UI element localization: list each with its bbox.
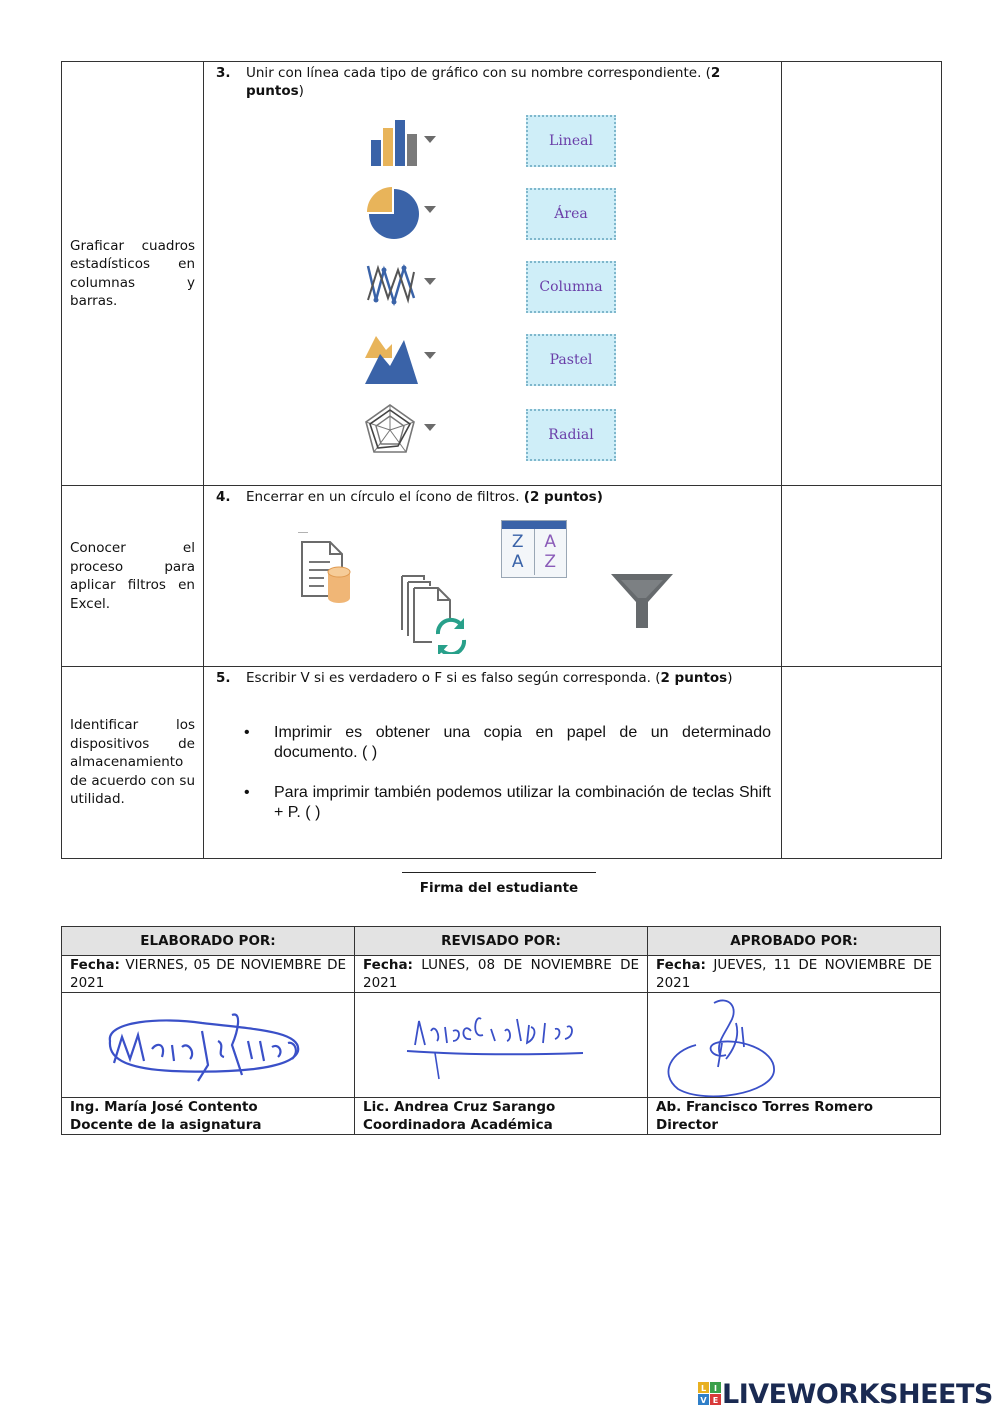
objective-cell: [62, 667, 204, 859]
question-number: 4.: [216, 489, 231, 505]
date-value: JUEVES, 11 DE NOVIEMBRE DE 2021: [656, 957, 932, 991]
approver-cell: [648, 1098, 941, 1135]
question-row-3: [62, 62, 942, 486]
approval-date: [648, 956, 941, 993]
question-heading: [204, 667, 781, 687]
sort-header-bar: [502, 521, 566, 529]
radar-chart-icon[interactable]: [362, 402, 442, 458]
date-label: Fecha:: [656, 957, 706, 973]
date-value: VIERNES, 05 DE NOVIEMBRE DE 2021: [70, 957, 346, 991]
approval-table: [61, 926, 941, 1135]
approval-name-row: [62, 1098, 941, 1135]
statement-item[interactable]: • Para imprimir también podemos utilizar la combinación de teclas Shift + P. ( ): [244, 783, 771, 823]
question-points: 2 puntos: [660, 670, 728, 686]
approver-cell: [62, 1098, 355, 1135]
date-label: Fecha:: [70, 957, 120, 973]
handwritten-signature-1: [102, 1001, 312, 1087]
column-chart-icon[interactable]: [362, 114, 442, 170]
statement-item[interactable]: • Imprimir es obtener una copia en papel de un determinado documento. ( ): [244, 723, 771, 763]
score-cell: [782, 62, 942, 486]
sort-letter: A: [544, 532, 557, 552]
approval-header: ELABORADO POR:: [62, 927, 355, 956]
exam-questions-table: [61, 61, 942, 859]
question-text: [246, 64, 771, 100]
question-instruction: Unir con línea cada tipo de gráfico con su nombre correspondiente. (: [246, 65, 711, 81]
chart-matching-area: [204, 100, 781, 485]
date-value: LUNES, 08 DE NOVIEMBRE DE 2021: [363, 957, 639, 991]
question-row-4: [62, 486, 942, 667]
approval-date-row: [62, 956, 941, 993]
question-cell: [204, 667, 782, 859]
approval-date: [62, 956, 355, 993]
refresh-documents-icon[interactable]: [398, 572, 472, 654]
score-cell: [782, 667, 942, 859]
liveworksheets-logo: [698, 1378, 993, 1410]
filter-icons-area: [204, 506, 781, 656]
pie-chart-icon[interactable]: [362, 186, 442, 242]
line-chart-icon[interactable]: [362, 258, 442, 314]
question-row-5: [62, 667, 942, 859]
approver-role: Docente de la asignatura: [70, 1117, 262, 1133]
question-cell: [204, 62, 782, 486]
badge-letter: V: [700, 1396, 707, 1405]
question-points: 2 puntos: [246, 65, 721, 99]
objective-text: Conocer el proceso para aplicar filtros en Excel.: [70, 540, 195, 612]
question-heading: [204, 62, 781, 100]
signature-cell: [648, 993, 941, 1098]
question-text: [246, 669, 733, 687]
student-signature-line: Firma del estudiante: [402, 872, 596, 896]
approver-role: Director: [656, 1117, 719, 1133]
approver-cell: [355, 1098, 648, 1135]
question-instruction: Escribir V si es verdadero o F si es falso según corresponda. (: [246, 670, 661, 686]
name-box-columna[interactable]: Columna: [526, 261, 616, 313]
badge-letter: E: [712, 1396, 719, 1405]
sort-az-icon[interactable]: [501, 520, 567, 578]
approval-signature-row: [62, 993, 941, 1098]
question-points: (2 puntos): [523, 489, 603, 505]
badge-letter: L: [700, 1384, 707, 1393]
sort-column-za: [502, 529, 535, 575]
objective-cell: [62, 62, 204, 486]
question-heading: [204, 486, 781, 506]
sort-letters: [502, 529, 566, 575]
database-document-icon[interactable]: [294, 532, 364, 604]
handwritten-signature-2: [405, 1001, 595, 1081]
question-number: 3.: [216, 65, 231, 81]
logo-badge-icon: [698, 1382, 722, 1406]
filter-funnel-icon[interactable]: [609, 572, 675, 632]
score-cell: [782, 486, 942, 667]
question-cell: [204, 486, 782, 667]
logo-text: LIVEWORKSHEETS: [722, 1378, 993, 1410]
name-box-lineal[interactable]: Lineal: [526, 115, 616, 167]
true-false-list: [204, 723, 781, 823]
approval-header: REVISADO POR:: [355, 927, 648, 956]
objective-text: Identificar los dispositivos de almacenamiento de acuerdo con su utilidad.: [70, 717, 195, 808]
approval-date: [355, 956, 648, 993]
question-instruction: Encerrar en un círculo el ícono de filtros.: [246, 489, 524, 505]
approval-header: APROBADO POR:: [648, 927, 941, 956]
sort-letter: Z: [511, 532, 524, 552]
sort-column-az: [535, 529, 567, 575]
signature-cell: [62, 993, 355, 1098]
name-box-radial[interactable]: Radial: [526, 409, 616, 461]
objective-text: Graficar cuadros estadísticos en columnas y barras.: [70, 237, 195, 309]
approver-name: Ing. María José Contento: [70, 1099, 258, 1115]
approver-name: Lic. Andrea Cruz Sarango: [363, 1099, 556, 1115]
signature-cell: [355, 993, 648, 1098]
date-label: Fecha:: [363, 957, 413, 973]
approval-header-row: [62, 927, 941, 956]
name-box-pastel[interactable]: Pastel: [526, 334, 616, 386]
approver-role: Coordinadora Académica: [363, 1117, 553, 1133]
objective-cell: [62, 486, 204, 667]
question-close: ): [298, 83, 304, 99]
name-box-area[interactable]: Área: [526, 188, 616, 240]
question-number: 5.: [216, 670, 231, 686]
handwritten-signature-3: [656, 993, 786, 1097]
area-chart-icon[interactable]: [362, 330, 442, 386]
badge-letter: I: [714, 1384, 717, 1393]
approver-name: Ab. Francisco Torres Romero: [656, 1099, 874, 1115]
question-close: ): [727, 670, 733, 686]
question-text: [246, 488, 603, 506]
sort-letter: Z: [544, 552, 557, 572]
sort-letter: A: [511, 552, 524, 572]
